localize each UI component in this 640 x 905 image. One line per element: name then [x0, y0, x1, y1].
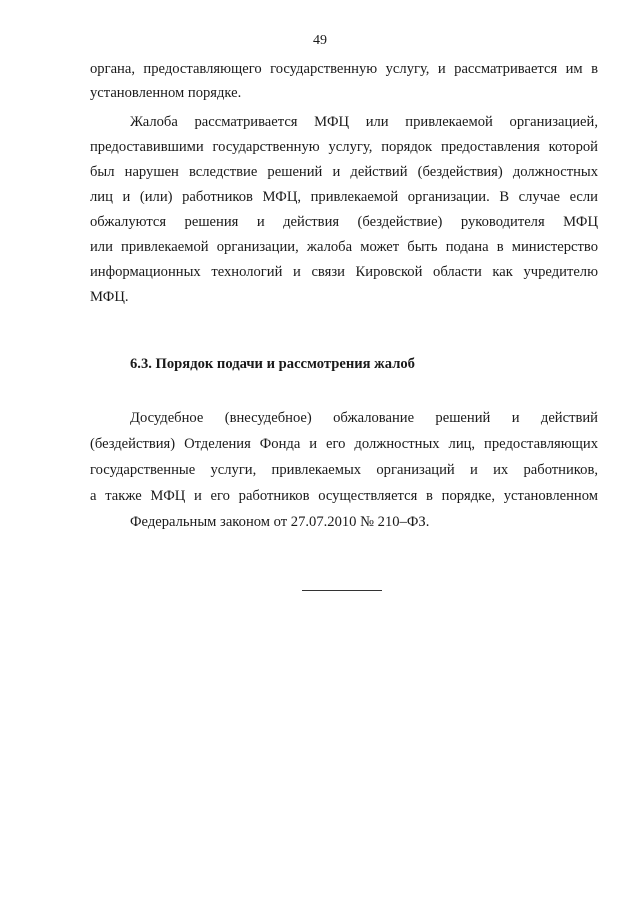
- paragraph-line: информационных технологий и связи Кировской области как учредителю: [90, 264, 598, 280]
- paragraph-line: Жалоба рассматривается МФЦ или привлекаемой организацией,: [130, 114, 598, 130]
- paragraph-line: государственные услуги, привлекаемых организаций и их работников,: [90, 462, 598, 478]
- paragraph-line: органа, предоставляющего государственную услугу, и рассматривается им в: [90, 61, 598, 77]
- paragraph-line: лиц и (или) работников МФЦ, привлекаемой организации. В случае если: [90, 189, 598, 205]
- paragraph-line: или привлекаемой организации, жалоба может быть подана в министерство: [90, 239, 598, 255]
- section-heading: 6.3. Порядок подачи и рассмотрения жалоб: [130, 356, 415, 372]
- paragraph-line: обжалуются решения и действия (бездействие) руководителя МФЦ: [90, 214, 598, 230]
- paragraph-line: Федеральным законом от 27.07.2010 № 210–ФЗ.: [130, 514, 430, 530]
- page-number: 49: [313, 33, 327, 48]
- paragraph-line: а также МФЦ и его работников осуществляется в порядке, установленном: [90, 488, 598, 504]
- end-divider: [302, 590, 382, 591]
- paragraph-line: предоставившими государственную услугу, порядок предоставления которой: [90, 139, 598, 155]
- paragraph-line: (бездействия) Отделения Фонда и его должностных лиц, предоставляющих: [90, 436, 598, 452]
- paragraph-line: был нарушен вследствие решений и действий (бездействия) должностных: [90, 164, 598, 180]
- paragraph-line: МФЦ.: [90, 289, 129, 305]
- paragraph-line: установленном порядке.: [90, 85, 242, 101]
- paragraph-line: Досудебное (внесудебное) обжалование решений и действий: [130, 410, 598, 426]
